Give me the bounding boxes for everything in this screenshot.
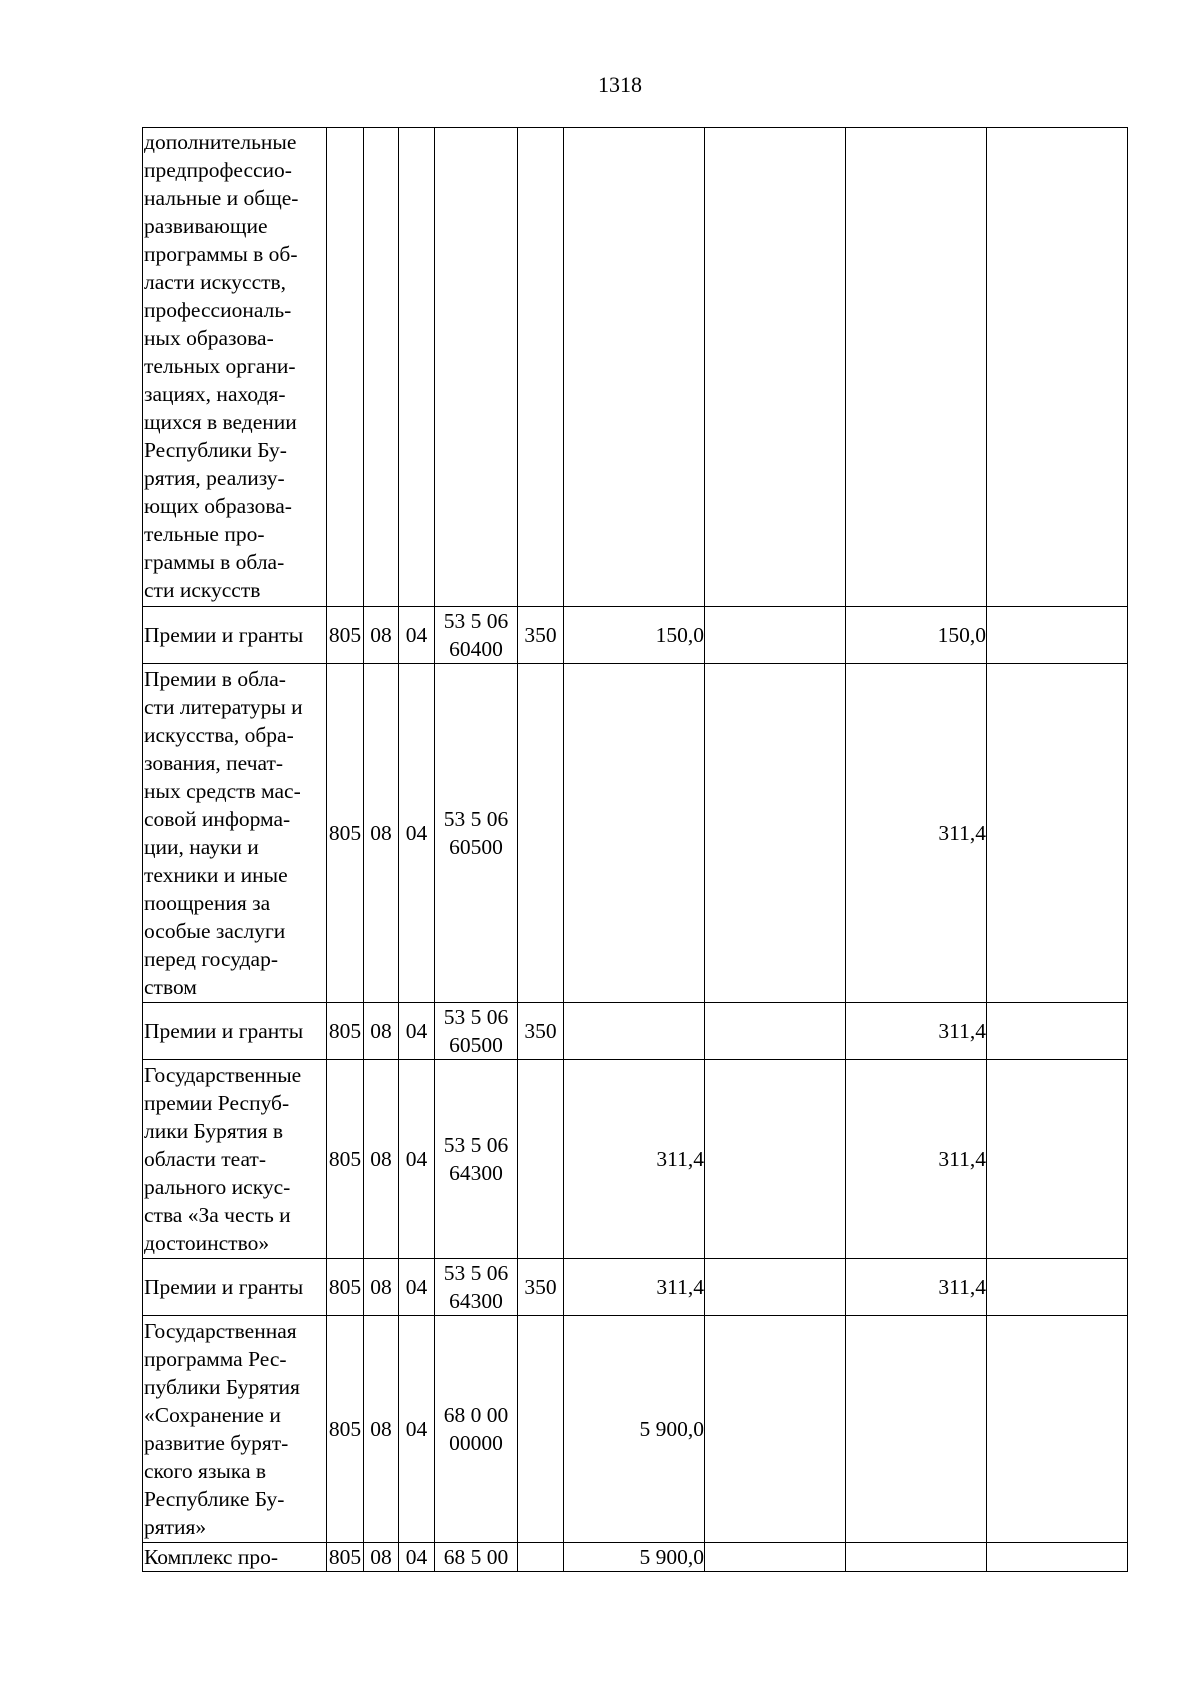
cell-gr bbox=[327, 1543, 364, 1572]
name-line: ных средств мас- bbox=[144, 779, 301, 803]
cell-amount-1 bbox=[564, 664, 705, 1003]
cell-name bbox=[143, 1316, 327, 1543]
name-line: искусства, обра- bbox=[144, 723, 294, 747]
name-line: лики Бурятия в bbox=[144, 1119, 284, 1143]
cell-gr bbox=[327, 1316, 364, 1543]
cell-name bbox=[143, 128, 327, 607]
name-line: рятия, реализу- bbox=[144, 466, 285, 490]
name-line: программы в об- bbox=[144, 242, 298, 266]
cell-amount-3 bbox=[846, 1060, 987, 1259]
csr-line: 60500 bbox=[449, 1033, 503, 1057]
cell-rz bbox=[364, 607, 399, 664]
name-line: ных образова- bbox=[144, 326, 274, 350]
cell-amount-3-value: 150,0 bbox=[937, 623, 986, 647]
cell-rz bbox=[364, 1543, 399, 1572]
name-line: премии Респуб- bbox=[144, 1091, 290, 1115]
cell-pr-value: 04 bbox=[405, 1147, 428, 1171]
cell-amount-4 bbox=[987, 1259, 1128, 1316]
name-line: области теат- bbox=[144, 1147, 266, 1171]
cell-amount-4 bbox=[987, 1543, 1128, 1572]
cell-rz bbox=[364, 664, 399, 1003]
cell-gr bbox=[327, 1003, 364, 1060]
cell-pr-value: 04 bbox=[405, 821, 428, 845]
cell-gr-value: 805 bbox=[328, 1019, 362, 1043]
cell-pr-value: 04 bbox=[405, 1275, 428, 1299]
cell-vr-value: 350 bbox=[524, 1019, 557, 1043]
csr-line: 00000 bbox=[449, 1431, 503, 1455]
cell-amount-4 bbox=[987, 1316, 1128, 1543]
cell-gr bbox=[327, 128, 364, 607]
cell-rz bbox=[364, 1259, 399, 1316]
cell-amount-4 bbox=[987, 664, 1128, 1003]
cell-pr-value: 04 bbox=[405, 1545, 428, 1569]
cell-amount-2 bbox=[705, 607, 846, 664]
name-line: Государственная bbox=[144, 1319, 297, 1343]
cell-amount-4 bbox=[987, 1003, 1128, 1060]
cell-amount-3 bbox=[846, 1316, 987, 1543]
table-row bbox=[143, 664, 1128, 1003]
cell-amount-1 bbox=[564, 1060, 705, 1259]
name-line: программа Рес- bbox=[144, 1347, 287, 1371]
cell-name bbox=[143, 1543, 327, 1572]
name-line: развивающие bbox=[144, 214, 268, 238]
cell-amount-1-value: 5 900,0 bbox=[639, 1417, 704, 1441]
cell-amount-1 bbox=[564, 128, 705, 607]
cell-name bbox=[143, 664, 327, 1003]
cell-pr bbox=[399, 1543, 435, 1572]
name-line: Государственные bbox=[144, 1063, 302, 1087]
csr-line: 68 0 00 bbox=[443, 1403, 509, 1427]
cell-vr bbox=[518, 607, 564, 664]
cell-rz-value: 08 bbox=[370, 1147, 392, 1171]
cell-amount-1-value: 5 900,0 bbox=[639, 1545, 704, 1569]
cell-rz bbox=[364, 1316, 399, 1543]
name-line: развитие бурят- bbox=[144, 1431, 289, 1455]
cell-amount-3 bbox=[846, 128, 987, 607]
cell-rz bbox=[364, 128, 399, 607]
cell-csr bbox=[435, 664, 518, 1003]
cell-gr bbox=[327, 1259, 364, 1316]
table-row bbox=[143, 1259, 1128, 1316]
cell-gr bbox=[327, 1060, 364, 1259]
cell-gr bbox=[327, 607, 364, 664]
name-line: особые заслуги bbox=[144, 919, 286, 943]
cell-vr bbox=[518, 128, 564, 607]
table-row bbox=[143, 1060, 1128, 1259]
name-line: сти искусств bbox=[144, 578, 261, 602]
cell-gr-value: 805 bbox=[328, 623, 362, 647]
csr-line: 53 5 06 bbox=[443, 807, 509, 831]
cell-rz bbox=[364, 1060, 399, 1259]
name-line: рального искус- bbox=[144, 1175, 291, 1199]
cell-pr bbox=[399, 128, 435, 607]
name-line: ского языка в bbox=[144, 1459, 267, 1483]
cell-rz-value: 08 bbox=[370, 1417, 392, 1441]
cell-csr bbox=[435, 1003, 518, 1060]
cell-pr bbox=[399, 1060, 435, 1259]
cell-amount-3 bbox=[846, 1543, 987, 1572]
cell-csr bbox=[435, 128, 518, 607]
name-line: дополнительные bbox=[144, 130, 297, 154]
cell-amount-2 bbox=[705, 664, 846, 1003]
cell-pr bbox=[399, 607, 435, 664]
cell-csr bbox=[435, 607, 518, 664]
name-line: Премии и гранты bbox=[144, 623, 304, 647]
cell-rz-value: 08 bbox=[370, 1275, 392, 1299]
name-line: тельных органи- bbox=[144, 354, 296, 378]
page-number: 1318 bbox=[598, 72, 642, 97]
csr-line: 60500 bbox=[449, 835, 503, 859]
cell-amount-2 bbox=[705, 1259, 846, 1316]
table-row bbox=[143, 1316, 1128, 1543]
name-line: Республике Бу- bbox=[144, 1487, 285, 1511]
cell-gr-value: 805 bbox=[328, 1545, 362, 1569]
cell-vr bbox=[518, 1543, 564, 1572]
cell-vr bbox=[518, 1259, 564, 1316]
cell-amount-4 bbox=[987, 1060, 1128, 1259]
cell-amount-3 bbox=[846, 607, 987, 664]
cell-amount-2 bbox=[705, 128, 846, 607]
cell-gr-value: 805 bbox=[328, 1417, 362, 1441]
cell-amount-1-value: 311,4 bbox=[656, 1147, 704, 1171]
name-line: сти литературы и bbox=[144, 695, 303, 719]
cell-amount-1 bbox=[564, 1259, 705, 1316]
cell-amount-4 bbox=[987, 607, 1128, 664]
cell-amount-1-value: 311,4 bbox=[656, 1275, 704, 1299]
cell-amount-3-value: 311,4 bbox=[938, 1019, 986, 1043]
cell-amount-1 bbox=[564, 1003, 705, 1060]
cell-amount-2 bbox=[705, 1316, 846, 1543]
name-line: Премии и гранты bbox=[144, 1019, 304, 1043]
cell-pr bbox=[399, 1259, 435, 1316]
name-line: ласти искусств, bbox=[144, 270, 287, 294]
name-line: ством bbox=[144, 975, 197, 999]
cell-pr-value: 04 bbox=[405, 1417, 428, 1441]
table-row bbox=[143, 607, 1128, 664]
cell-vr bbox=[518, 1316, 564, 1543]
cell-pr-value: 04 bbox=[405, 623, 428, 647]
name-line: «Сохранение и bbox=[144, 1403, 281, 1427]
name-line: ющих образова- bbox=[144, 494, 292, 518]
cell-amount-1 bbox=[564, 1316, 705, 1543]
csr-line: 64300 bbox=[449, 1161, 503, 1185]
cell-amount-4 bbox=[987, 128, 1128, 607]
cell-amount-3-value: 311,4 bbox=[938, 1275, 986, 1299]
name-line: ции, науки и bbox=[144, 835, 259, 859]
cell-amount-3 bbox=[846, 664, 987, 1003]
cell-amount-3-value: 311,4 bbox=[938, 1147, 986, 1171]
cell-vr-value: 350 bbox=[524, 623, 557, 647]
cell-amount-3 bbox=[846, 1259, 987, 1316]
cell-pr-value: 04 bbox=[405, 1019, 428, 1043]
name-line: публики Бурятия bbox=[144, 1375, 300, 1399]
cell-rz-value: 08 bbox=[370, 623, 392, 647]
csr-line: 68 5 00 bbox=[443, 1545, 509, 1569]
csr-line: 53 5 06 bbox=[443, 609, 509, 633]
cell-csr bbox=[435, 1543, 518, 1572]
cell-amount-1-value: 150,0 bbox=[655, 623, 704, 647]
cell-vr bbox=[518, 664, 564, 1003]
csr-line: 53 5 06 bbox=[443, 1133, 509, 1157]
name-line: зациях, находя- bbox=[144, 382, 286, 406]
name-line: тельные про- bbox=[144, 522, 265, 546]
table-body bbox=[143, 128, 1128, 1572]
cell-name bbox=[143, 1003, 327, 1060]
cell-vr bbox=[518, 1003, 564, 1060]
cell-csr bbox=[435, 1316, 518, 1543]
cell-amount-2 bbox=[705, 1003, 846, 1060]
cell-gr bbox=[327, 664, 364, 1003]
name-line: ства «За честь и bbox=[144, 1203, 291, 1227]
cell-name bbox=[143, 1060, 327, 1259]
name-line: граммы в обла- bbox=[144, 550, 285, 574]
cell-amount-3-value: 311,4 bbox=[938, 821, 986, 845]
cell-gr-value: 805 bbox=[328, 821, 362, 845]
name-line: техники и иные bbox=[144, 863, 288, 887]
cell-vr-value: 350 bbox=[524, 1275, 557, 1299]
name-line: предпрофессио- bbox=[144, 158, 292, 182]
name-line: Премии в обла- bbox=[144, 667, 286, 691]
cell-amount-3 bbox=[846, 1003, 987, 1060]
cell-rz bbox=[364, 1003, 399, 1060]
name-line: рятия» bbox=[144, 1515, 207, 1539]
cell-amount-1 bbox=[564, 607, 705, 664]
cell-gr-value: 805 bbox=[328, 1147, 362, 1171]
cell-csr bbox=[435, 1060, 518, 1259]
cell-name bbox=[143, 607, 327, 664]
csr-line: 53 5 06 bbox=[443, 1261, 509, 1285]
cell-amount-2 bbox=[705, 1543, 846, 1572]
name-line: Премии и гранты bbox=[144, 1275, 304, 1299]
name-line: нальные и обще- bbox=[144, 186, 299, 210]
cell-gr-value: 805 bbox=[328, 1275, 362, 1299]
cell-csr bbox=[435, 1259, 518, 1316]
cell-rz-value: 08 bbox=[370, 1019, 392, 1043]
cell-name bbox=[143, 1259, 327, 1316]
name-line: совой информа- bbox=[144, 807, 291, 831]
name-line: Республики Бу- bbox=[144, 438, 287, 462]
cell-pr bbox=[399, 1003, 435, 1060]
cell-amount-1 bbox=[564, 1543, 705, 1572]
name-line: достоинство» bbox=[144, 1231, 270, 1255]
cell-pr bbox=[399, 1316, 435, 1543]
name-line: щихся в ведении bbox=[144, 410, 297, 434]
budget-table bbox=[142, 127, 1128, 1572]
csr-line: 64300 bbox=[449, 1289, 503, 1313]
cell-rz-value: 08 bbox=[370, 1545, 392, 1569]
csr-line: 60400 bbox=[449, 637, 503, 661]
table-row bbox=[143, 1003, 1128, 1060]
cell-amount-2 bbox=[705, 1060, 846, 1259]
cell-vr bbox=[518, 1060, 564, 1259]
table-row bbox=[143, 1543, 1128, 1572]
cell-rz-value: 08 bbox=[370, 821, 392, 845]
name-line: Комплекс про- bbox=[144, 1545, 278, 1569]
name-line: поощрения за bbox=[144, 891, 271, 915]
cell-pr bbox=[399, 664, 435, 1003]
name-line: перед государ- bbox=[144, 947, 278, 971]
csr-line: 53 5 06 bbox=[443, 1005, 509, 1029]
table-row bbox=[143, 128, 1128, 607]
name-line: зования, печат- bbox=[144, 751, 284, 775]
name-line: профессиональ- bbox=[144, 298, 292, 322]
